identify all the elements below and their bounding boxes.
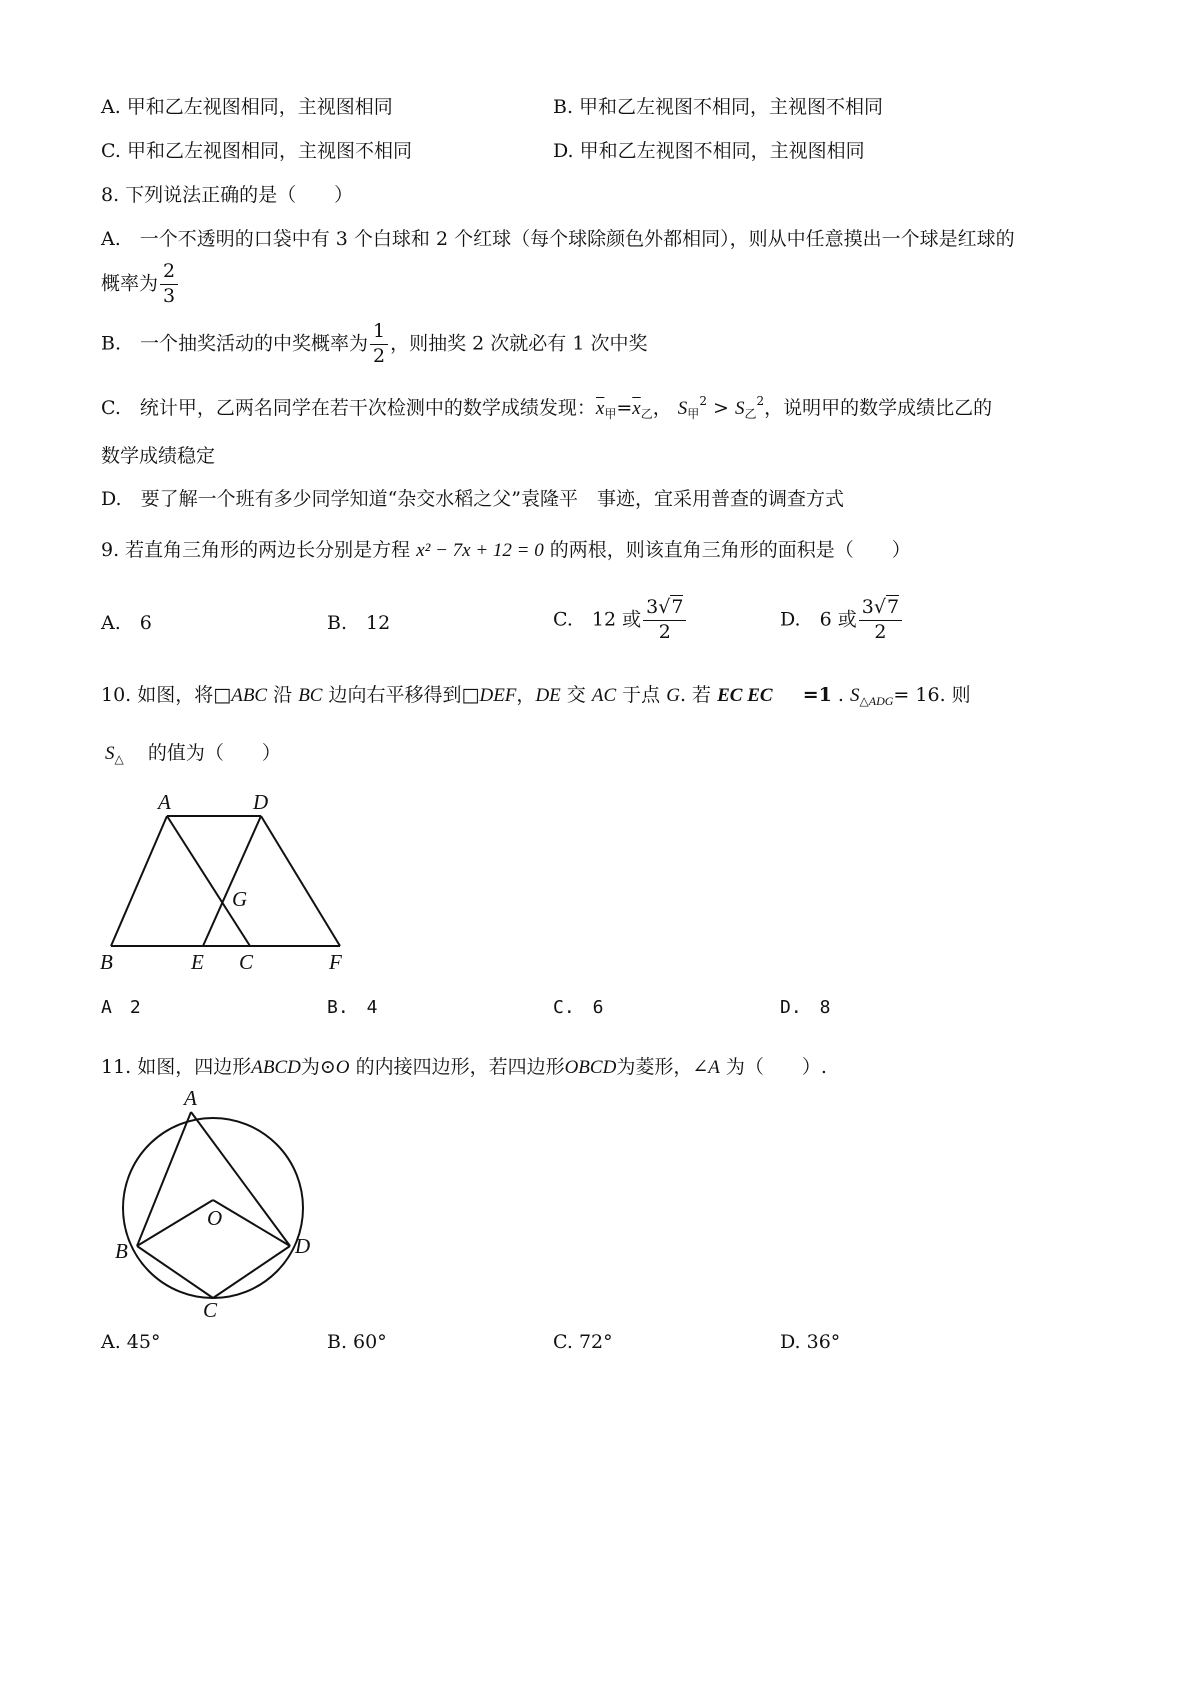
- triangle-icon: □: [213, 684, 232, 706]
- q8-option-d: D. 要了解一个班有多少同学知道“杂交水稻之父”袁隆平 事迹，宜采用普查的调查方式: [101, 488, 845, 510]
- q8-option-a-fraction: $\frac{2}{3}$: [160, 262, 178, 307]
- q10-label-a: A: [158, 790, 171, 814]
- q11-option-b: B. 60°: [327, 1331, 387, 1353]
- q10-label-d: D: [253, 790, 269, 814]
- q9-option-d: D. 6 或 $\frac{3√7}{2}$: [780, 598, 904, 643]
- q8-option-a-line2: 概率为 $\frac{2}{3}$: [101, 262, 180, 307]
- q10-label-g: G: [232, 887, 248, 911]
- q10-label-c: C: [239, 950, 254, 974]
- q11-option-a: A. 45°: [101, 1331, 161, 1353]
- q8-option-b-fraction: $\frac{1}{2}$: [370, 322, 388, 367]
- q10-option-d: D. 8: [780, 997, 831, 1018]
- q10-figure-lines: [111, 816, 340, 946]
- q8-option-c: C. 统计甲，乙两名同学在若干次检测中的数学成绩发现：$\overline{x}_甲=\overline{x}_乙$， $S_甲^2 > S_乙^2$，说明甲的数学成绩比乙的: [101, 394, 993, 421]
- q10-option-c: C. 6: [553, 997, 604, 1018]
- q7-option-a: A. 甲和乙左视图相同，主视图相同: [101, 96, 393, 118]
- q10-figure: [90, 785, 380, 985]
- q9-option-a: A. 6: [101, 612, 152, 634]
- q9-stem: 9. 若直角三角形的两边长分别是方程 x² − 7x + 12 = 0 的两根，则该直角三角形的面积是（ ）: [101, 539, 911, 561]
- q9-option-c: C. 12 或 $\frac{3√7}{2}$: [553, 598, 688, 643]
- q11-figure: [100, 1085, 330, 1320]
- q7-option-c: C. 甲和乙左视图相同，主视图不相同: [101, 140, 412, 162]
- q8-option-c-line2: 数学成绩稳定: [101, 445, 216, 467]
- q11-label-b: B: [115, 1239, 128, 1263]
- q10-option-a: A 2: [101, 997, 141, 1018]
- q11-option-c: C. 72°: [553, 1331, 613, 1353]
- q10-stem-line2: $S_\triangle$ 的值为（ ）: [105, 742, 281, 766]
- q9-option-b: B. 12: [327, 612, 391, 634]
- q11-option-d: D. 36°: [780, 1331, 841, 1353]
- q10-label-e: E: [191, 950, 204, 974]
- q10-stem: 10. 如图，将□ABC 沿 BC 边向右平移得到□DEF，DE 交 AC 于点 G. 若 EC EC =1 . $S_{\triangle ADG}= 16$. 则: [101, 684, 971, 708]
- q11-label-a: A: [184, 1086, 197, 1110]
- q9-option-c-fraction: $\frac{3√7}{2}$: [643, 598, 686, 643]
- q9-option-d-fraction: $\frac{3√7}{2}$: [859, 598, 902, 643]
- q8-stem: 8. 下列说法正确的是（ ）: [101, 184, 354, 206]
- q8-option-a: A. 一个不透明的口袋中有 3 个白球和 2 个红球（每个球除颜色外都相同），则从中任意摸出一个球是红球的: [101, 228, 1015, 250]
- triangle-icon: □: [461, 684, 480, 706]
- q10-label-b: B: [100, 950, 113, 974]
- q11-label-o: O: [207, 1206, 223, 1230]
- q11-stem: 11. 如图，四边形ABCD为⊙O 的内接四边形，若四边形OBCD为菱形，∠A 为（ ）.: [101, 1056, 827, 1078]
- q11-label-c: C: [203, 1298, 218, 1320]
- q11-figure-lines: [137, 1112, 290, 1298]
- q7-option-d: D. 甲和乙左视图不相同，主视图相同: [553, 140, 865, 162]
- q10-option-b: B. 4: [327, 997, 378, 1018]
- q10-label-f: F: [329, 950, 342, 974]
- q11-label-d: D: [295, 1234, 311, 1258]
- q8-option-b: B. 一个抽奖活动的中奖概率为 $\frac{1}{2}$ ，则抽奖 2 次就必有 1 次中奖: [101, 320, 648, 367]
- q7-option-b: B. 甲和乙左视图不相同，主视图不相同: [553, 96, 884, 118]
- q9-equation: x² − 7x + 12 = 0: [416, 540, 544, 561]
